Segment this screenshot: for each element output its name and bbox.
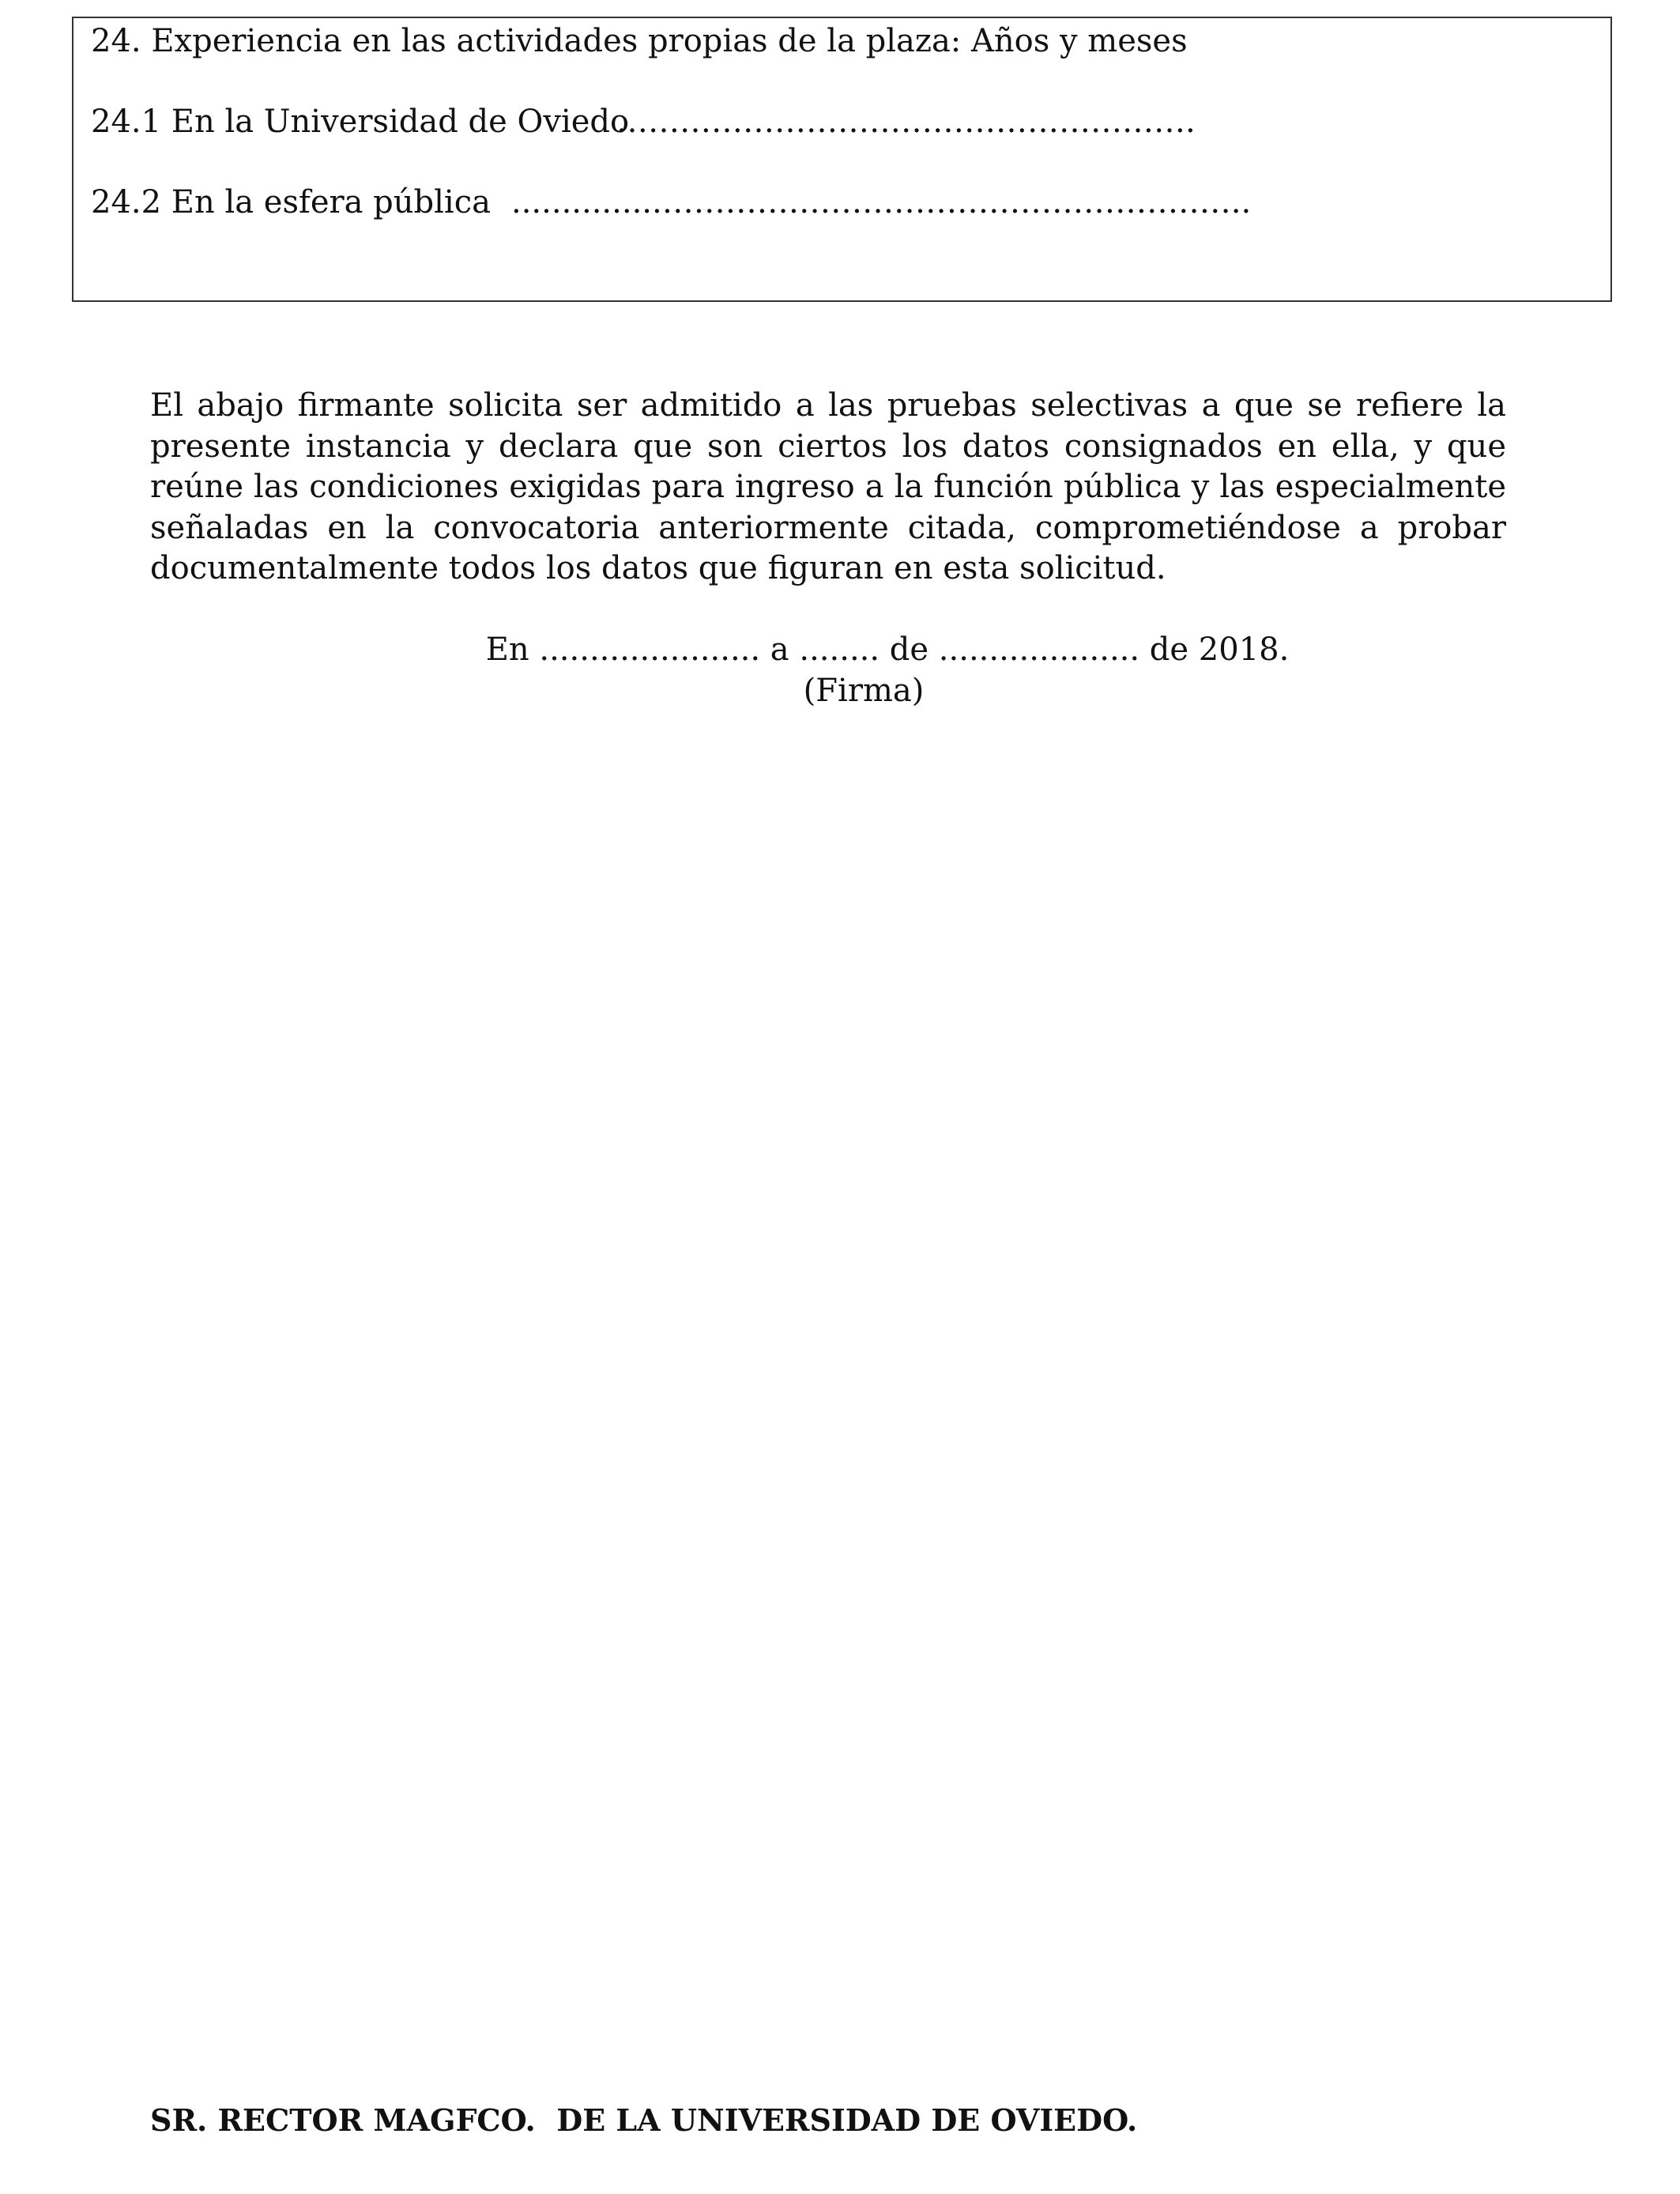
experience-title: 24. Experiencia en las actividades propias de la plaza: Años y meses: [91, 23, 1188, 59]
experience-box: [72, 17, 1612, 302]
signature-label: [0, 670, 1680, 711]
experience-item-public: [91, 183, 1251, 222]
signature-label-text: (Firma): [803, 673, 925, 709]
declaration-paragraph: El abajo firmante solicita ser admitido a las pruebas selectivas a que se refiere la presente instancia y declara que son ciertos los datos consignados en ella, y que reúne las condiciones exigidas para ingreso a la función pública y las especialmente señaladas en la convocatoria anteriormente citada, comprometiéndose a probar documentalmente todos los datos que figuran en esta solicitud.: [150, 387, 1506, 586]
experience-item-university: [91, 102, 1196, 141]
experience-item-public-label: 24.2 En la esfera pública: [91, 184, 491, 221]
experience-item-university-field[interactable]: ……………………………………………….: [616, 104, 1196, 140]
experience-item-university-label: 24.1 En la Universidad de Oviedo: [91, 104, 630, 140]
experience-item-public-field[interactable]: ...............………………………………………………..: [511, 184, 1252, 221]
date-line-text[interactable]: En ...................... a ........ de .................... de 2018.: [485, 631, 1290, 668]
addressee: SR. RECTOR MAGFCO. DE LA UNIVERSIDAD DE OVIEDO.: [150, 2102, 1138, 2138]
date-line: [0, 629, 1680, 670]
